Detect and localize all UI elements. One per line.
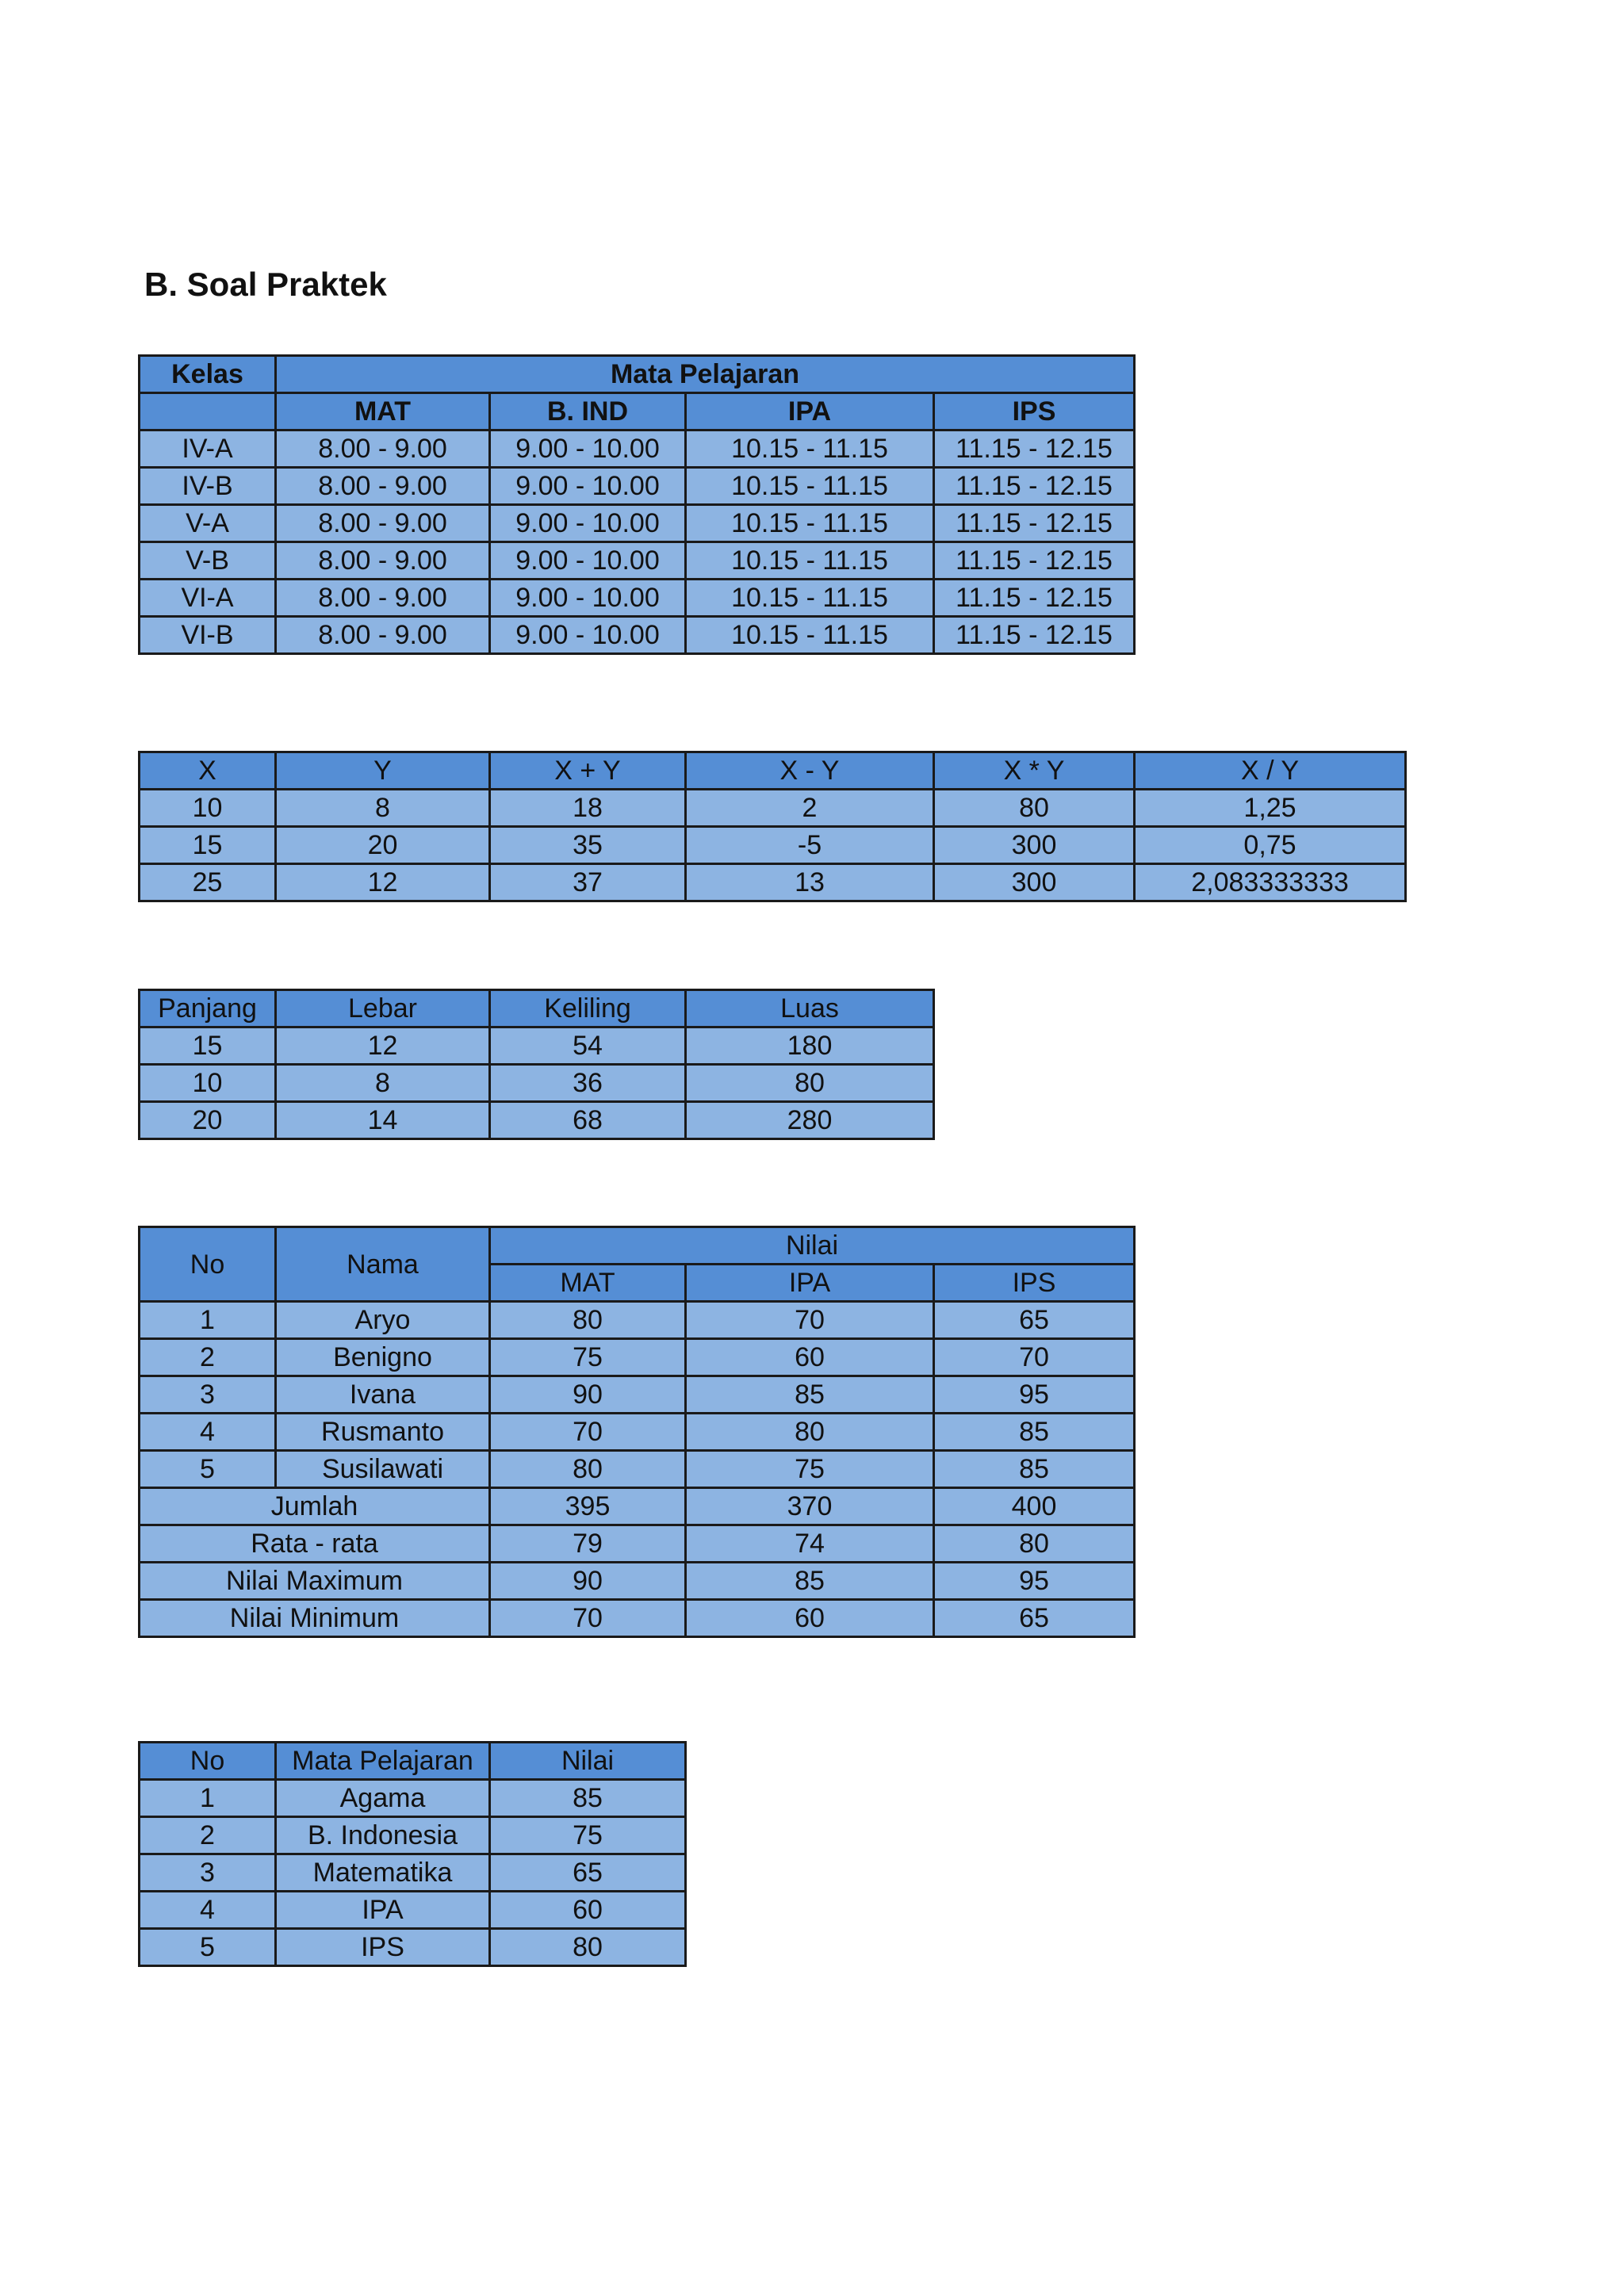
table-cell: 8.00 - 9.00 <box>276 468 490 505</box>
page-title: B. Soal Praktek <box>144 266 387 303</box>
table-cell: 2 <box>140 1817 276 1854</box>
table-cell: 25 <box>140 864 276 901</box>
table-cell: 20 <box>276 827 490 864</box>
table-cell: Matematika <box>276 1854 490 1892</box>
table-cell: 12 <box>276 864 490 901</box>
table-row <box>140 790 1406 827</box>
table-cell: 1 <box>140 1780 276 1817</box>
table-cell: 85 <box>686 1376 934 1414</box>
column-header: Nilai <box>490 1743 686 1780</box>
mata-pelajaran-header: Mata Pelajaran <box>276 356 1135 393</box>
table-cell: 85 <box>686 1563 934 1600</box>
table-cell: 85 <box>490 1780 686 1817</box>
table-cell: 10.15 - 11.15 <box>686 505 934 542</box>
summary-label: Nilai Minimum <box>140 1600 490 1637</box>
subject-header: MAT <box>276 393 490 430</box>
table-cell: 9.00 - 10.00 <box>490 580 686 617</box>
table-cell: 79 <box>490 1525 686 1563</box>
rectangle-table <box>138 989 935 1140</box>
table-cell: 65 <box>934 1302 1135 1339</box>
table-cell: Susilawati <box>276 1451 490 1488</box>
table-cell: 5 <box>140 1451 276 1488</box>
table-cell: 60 <box>686 1600 934 1637</box>
table-cell: V-A <box>140 505 276 542</box>
table-row <box>140 1817 686 1854</box>
table-cell: 70 <box>686 1302 934 1339</box>
table-cell: 10 <box>140 1065 276 1102</box>
table-cell: 15 <box>140 1027 276 1065</box>
table-cell: 80 <box>686 1065 934 1102</box>
no-header: No <box>140 1227 276 1302</box>
table-cell: 8 <box>276 1065 490 1102</box>
table-cell: 80 <box>490 1451 686 1488</box>
table-row <box>140 430 1135 468</box>
column-header: X - Y <box>686 752 934 790</box>
table-cell: 65 <box>490 1854 686 1892</box>
table-cell: 70 <box>490 1600 686 1637</box>
summary-label: Nilai Maximum <box>140 1563 490 1600</box>
table-row <box>140 505 1135 542</box>
table-cell: 280 <box>686 1102 934 1139</box>
kelas-header: Kelas <box>140 356 276 393</box>
table-row <box>140 1780 686 1817</box>
table-cell: 9.00 - 10.00 <box>490 617 686 654</box>
table-cell: 12 <box>276 1027 490 1065</box>
table-cell: 11.15 - 12.15 <box>934 617 1135 654</box>
table-row <box>140 1102 934 1139</box>
table-cell: VI-B <box>140 617 276 654</box>
table-cell: 8.00 - 9.00 <box>276 505 490 542</box>
table-cell: 74 <box>686 1525 934 1563</box>
table-cell: 10 <box>140 790 276 827</box>
table-cell: 75 <box>686 1451 934 1488</box>
table-cell: 10.15 - 11.15 <box>686 580 934 617</box>
table-cell: 80 <box>934 1525 1135 1563</box>
table-row <box>140 1892 686 1929</box>
table-cell: 68 <box>490 1102 686 1139</box>
table-cell: 35 <box>490 827 686 864</box>
schedule-table <box>138 354 1136 655</box>
table-cell: 90 <box>490 1563 686 1600</box>
table-cell: 10.15 - 11.15 <box>686 542 934 580</box>
table-cell: 11.15 - 12.15 <box>934 468 1135 505</box>
table-row <box>140 1414 1135 1451</box>
table-cell: 20 <box>140 1102 276 1139</box>
table-cell: 4 <box>140 1892 276 1929</box>
column-header: X <box>140 752 276 790</box>
table-cell: 70 <box>490 1414 686 1451</box>
column-header: X / Y <box>1135 752 1406 790</box>
table-cell: IV-A <box>140 430 276 468</box>
table-cell: B. Indonesia <box>276 1817 490 1854</box>
table-row <box>140 1376 1135 1414</box>
table-row <box>140 1451 1135 1488</box>
subject-header: IPA <box>686 393 934 430</box>
table-cell: 9.00 - 10.00 <box>490 542 686 580</box>
table-cell: 4 <box>140 1414 276 1451</box>
table-cell: 80 <box>686 1414 934 1451</box>
table-cell: 10.15 - 11.15 <box>686 468 934 505</box>
table-row <box>140 580 1135 617</box>
table-cell: 395 <box>490 1488 686 1525</box>
table-cell: IV-B <box>140 468 276 505</box>
column-header: Panjang <box>140 990 276 1027</box>
column-header: Lebar <box>276 990 490 1027</box>
table-cell: 11.15 - 12.15 <box>934 505 1135 542</box>
table-cell: Benigno <box>276 1339 490 1376</box>
table-cell: 1,25 <box>1135 790 1406 827</box>
subject-header: IPS <box>934 1265 1135 1302</box>
table-cell: 3 <box>140 1376 276 1414</box>
table-cell: 80 <box>934 790 1135 827</box>
column-header: X + Y <box>490 752 686 790</box>
table-cell: 36 <box>490 1065 686 1102</box>
table-cell: V-B <box>140 542 276 580</box>
table-cell: -5 <box>686 827 934 864</box>
subject-header: IPS <box>934 393 1135 430</box>
summary-row <box>140 1600 1135 1637</box>
table-row <box>140 542 1135 580</box>
table-cell: 9.00 - 10.00 <box>490 468 686 505</box>
table-cell: 370 <box>686 1488 934 1525</box>
table-cell: 13 <box>686 864 934 901</box>
table-cell: 60 <box>490 1892 686 1929</box>
table-cell: 11.15 - 12.15 <box>934 430 1135 468</box>
table-row <box>140 1065 934 1102</box>
grades-table <box>138 1226 1136 1638</box>
table-cell: Rusmanto <box>276 1414 490 1451</box>
table-cell: 95 <box>934 1563 1135 1600</box>
table-row <box>140 1339 1135 1376</box>
subject-header: B. IND <box>490 393 686 430</box>
column-header: Mata Pelajaran <box>276 1743 490 1780</box>
table-cell: 11.15 - 12.15 <box>934 580 1135 617</box>
table-cell: 37 <box>490 864 686 901</box>
summary-label: Jumlah <box>140 1488 490 1525</box>
table-cell: 3 <box>140 1854 276 1892</box>
table-cell: IPA <box>276 1892 490 1929</box>
table-cell: 8.00 - 9.00 <box>276 617 490 654</box>
table-row <box>140 1027 934 1065</box>
table-cell: 10.15 - 11.15 <box>686 430 934 468</box>
summary-row <box>140 1488 1135 1525</box>
table-cell: 1 <box>140 1302 276 1339</box>
table-row <box>140 1302 1135 1339</box>
table-cell: 400 <box>934 1488 1135 1525</box>
table-cell: 8.00 - 9.00 <box>276 430 490 468</box>
table-row <box>140 1854 686 1892</box>
table-cell: 70 <box>934 1339 1135 1376</box>
table-cell: VI-A <box>140 580 276 617</box>
table-cell: Aryo <box>276 1302 490 1339</box>
table-cell: 80 <box>490 1929 686 1966</box>
table-cell: 300 <box>934 827 1135 864</box>
table-cell: 85 <box>934 1451 1135 1488</box>
table-cell: 300 <box>934 864 1135 901</box>
table-cell: 2 <box>140 1339 276 1376</box>
table-cell: 9.00 - 10.00 <box>490 505 686 542</box>
table-cell: 90 <box>490 1376 686 1414</box>
subjects-table <box>138 1741 687 1967</box>
table-cell: 80 <box>490 1302 686 1339</box>
table-cell: 2 <box>686 790 934 827</box>
table-row <box>140 468 1135 505</box>
table-cell: 8.00 - 9.00 <box>276 580 490 617</box>
table-cell: 9.00 - 10.00 <box>490 430 686 468</box>
nama-header: Nama <box>276 1227 490 1302</box>
column-header: X * Y <box>934 752 1135 790</box>
table-cell: 85 <box>934 1414 1135 1451</box>
column-header: No <box>140 1743 276 1780</box>
table-cell: Ivana <box>276 1376 490 1414</box>
summary-label: Rata - rata <box>140 1525 490 1563</box>
table-cell: 54 <box>490 1027 686 1065</box>
table-cell: Agama <box>276 1780 490 1817</box>
subject-header: IPA <box>686 1265 934 1302</box>
nilai-header: Nilai <box>490 1227 1135 1265</box>
table-cell: 180 <box>686 1027 934 1065</box>
empty-header-cell <box>140 393 276 430</box>
table-cell: 0,75 <box>1135 827 1406 864</box>
table-cell: 10.15 - 11.15 <box>686 617 934 654</box>
table-cell: 8.00 - 9.00 <box>276 542 490 580</box>
column-header: Luas <box>686 990 934 1027</box>
subject-header: MAT <box>490 1265 686 1302</box>
table-cell: 18 <box>490 790 686 827</box>
table-cell: 5 <box>140 1929 276 1966</box>
summary-row <box>140 1563 1135 1600</box>
table-cell: 95 <box>934 1376 1135 1414</box>
table-row <box>140 1929 686 1966</box>
table-cell: IPS <box>276 1929 490 1966</box>
table-cell: 15 <box>140 827 276 864</box>
table-cell: 65 <box>934 1600 1135 1637</box>
table-cell: 75 <box>490 1817 686 1854</box>
table-cell: 75 <box>490 1339 686 1376</box>
summary-row <box>140 1525 1135 1563</box>
table-cell: 11.15 - 12.15 <box>934 542 1135 580</box>
table-cell: 14 <box>276 1102 490 1139</box>
table-cell: 60 <box>686 1339 934 1376</box>
column-header: Y <box>276 752 490 790</box>
table-cell: 8 <box>276 790 490 827</box>
table-row <box>140 617 1135 654</box>
arithmetic-table <box>138 751 1407 902</box>
table-row <box>140 864 1406 901</box>
column-header: Keliling <box>490 990 686 1027</box>
table-row <box>140 827 1406 864</box>
table-cell: 2,083333333 <box>1135 864 1406 901</box>
